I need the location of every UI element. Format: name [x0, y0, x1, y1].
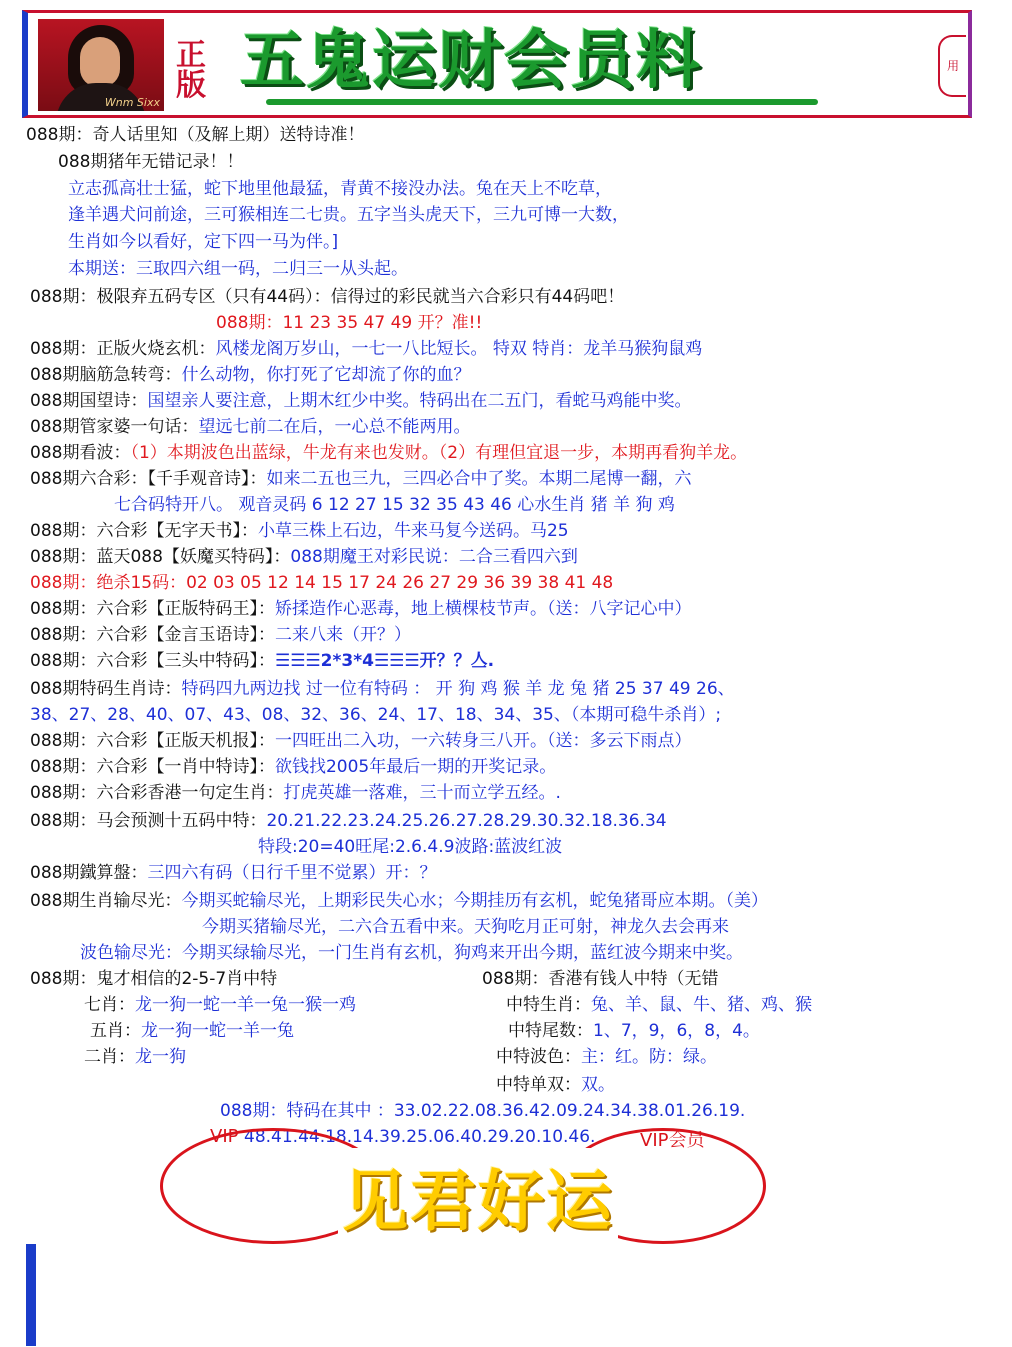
line-label: 088期生肖输尽光：: [30, 891, 182, 911]
line-content: 龙一狗一蛇一羊一兔一猴一鸡: [135, 995, 356, 1015]
photo-signature: Wnm Sixx: [104, 96, 160, 109]
line-label: 088期：鬼才相信的2-5-7肖中特: [30, 969, 278, 989]
zhengban-mark: 正版: [176, 38, 206, 103]
line-content: 国望亲人要注意，上期木红少中奖。特码出在二五门，看蛇马鸡能中奖。: [147, 391, 692, 411]
content-line-l20: [30, 624, 411, 646]
line-label: 088期：极限弃五码专区（只有44码）：信得过的彩民就当六合彩只有44码吧！: [30, 287, 625, 307]
content-line-l25: [30, 756, 556, 778]
line-label: 088期：六合彩【三头中特码】：: [30, 651, 275, 671]
line-content: 矫揉造作心恶毒，地上横棵枝节声。（送：八字记心中）: [274, 599, 692, 619]
content-line-l19: [30, 598, 691, 620]
content-line-l21: [30, 650, 494, 672]
line-content: 双。: [581, 1075, 615, 1095]
line-label: 生肖如今以看好，定下四一马为伴。]: [68, 232, 339, 252]
line-content: 主：红。防：绿。: [581, 1047, 717, 1067]
content-line-l14: [30, 468, 691, 490]
left-blue-bar: [26, 1244, 36, 1346]
line-label: 五肖：: [90, 1021, 141, 1041]
line-content: 兔、羊、鼠、牛、猪、鸡、猴: [591, 995, 812, 1015]
content-line-l6: [68, 258, 408, 280]
line-content: 特码四九两边找 过一位有特码 ： 开 狗 鸡 猴 羊 龙 兔 猪 25 37 49 26、: [181, 679, 735, 699]
content-line-l9: [30, 338, 702, 360]
line-content: 一四旺出二入功，一六转身三八开。（送：多云下雨点）: [274, 731, 692, 751]
content-line-l28: [258, 836, 562, 858]
line-label: 波色输尽光：今期买绿输尽光，一门生肖有玄机，狗鸡来开出今期，蓝红波今期来中奖。: [80, 943, 743, 963]
line-label: 088期：六合彩【金言玉语诗】：: [30, 625, 275, 645]
line-label: 088期六合彩：【千手观音诗】：: [30, 469, 267, 489]
content-line-l36: [506, 994, 812, 1016]
line-label: 088期国望诗：: [30, 391, 148, 411]
line-label: 七合码特开八。 观音灵码 6 12 27 15 32 35 43 46 心水生肖 猪 羊 狗 鸡: [114, 495, 675, 515]
line-label: 088期脑筋急转弯：: [30, 365, 182, 385]
content-line-l8: [216, 312, 482, 334]
content-line-l18: [30, 572, 613, 594]
content-line-l35: [84, 994, 356, 1016]
line-label: 088期：正版火烧玄机：: [30, 339, 216, 359]
line-content: 风楼龙阁万岁山，一七一八比短长。 特双 特肖：龙羊马猴狗鼠鸡: [215, 339, 703, 359]
line-label: 38、27、28、40、07、43、08、32、36、24、17、18、34、35、（本期可稳牛杀肖）;: [30, 705, 722, 725]
line-content: 什么动物，你打死了它却流了你的血？: [181, 365, 471, 385]
content-line-l42: [220, 1100, 745, 1122]
line-label: 088期：六合彩【正版特码王】：: [30, 599, 275, 619]
content-line-l1: [26, 124, 364, 146]
content-line-l23: [30, 704, 721, 726]
line-content: 龙一狗一蛇一羊一兔: [141, 1021, 294, 1041]
line-label: 088期看波：: [30, 443, 131, 463]
content-line-l41: [496, 1074, 615, 1096]
content-line-l31: [202, 916, 729, 938]
content-line-l11: [30, 390, 691, 412]
line-label: 088期：奇人话里知（及解上期）送特诗准！: [26, 125, 365, 145]
line-content: 二来八来（开？）: [274, 625, 411, 645]
content-line-l4: [68, 204, 629, 226]
line-label: 中特单双：: [496, 1075, 581, 1095]
line-content: 小草三株上石边，牛来马复今送码。马25: [257, 521, 569, 541]
line-label: 今期买猪输尽光，二六合五看中来。天狗吃月正可射，神龙久去会再来: [202, 917, 729, 937]
right-stamp: 用: [938, 35, 966, 97]
content-line-l39: [84, 1046, 186, 1068]
content-line-l3: [68, 178, 612, 200]
line-content: 20.21.22.23.24.25.26.27.28.29.30.32.18.36.34: [266, 811, 667, 831]
line-label: 中特生肖：: [506, 995, 591, 1015]
seal-right-text: VIP会员: [640, 1130, 705, 1151]
content-line-l27: [30, 810, 667, 832]
content-line-l13: [30, 442, 747, 464]
content-line-l24: [30, 730, 691, 752]
line-content: 望远七前二在后，一心总不能两用。: [198, 417, 471, 437]
line-label: 088期：马会预测十五码中特：: [30, 811, 267, 831]
line-label: 088期：六合彩香港一句定生肖：: [30, 783, 284, 803]
seal-left-text: VIP: [210, 1126, 239, 1147]
content-line-l33: [30, 968, 277, 990]
portrait-face: [80, 37, 120, 87]
content-line-l37: [90, 1020, 294, 1042]
content-line-l32: [80, 942, 743, 964]
content-line-l34: [482, 968, 718, 990]
title-underline: [266, 99, 818, 105]
line-label: 088期猪年无错记录！！: [58, 152, 244, 172]
line-label: 中特尾数：: [508, 1021, 593, 1041]
header-banner: [22, 10, 972, 118]
line-label: 088期：六合彩【一肖中特诗】：: [30, 757, 275, 777]
content-line-l38: [508, 1020, 760, 1042]
content-line-l2: [58, 151, 243, 173]
line-label: 特段:20=40旺尾:2.6.4.9波路:蓝波红波: [258, 837, 563, 857]
line-label: 48.41.44.18.14.39.25.06.40.29.20.10.46.: [244, 1127, 596, 1147]
line-label: 088期：六合彩【正版天机报】：: [30, 731, 275, 751]
line-content: 打虎英雄一落难，三十而立学五经。.: [283, 783, 561, 803]
content-line-l29: [30, 862, 436, 884]
line-label: 逢羊遇犬问前途，三可猴相连二七贵。五字当头虎天下，三九可博一大数，: [68, 205, 629, 225]
content-line-l10: [30, 364, 470, 386]
content-line-l7: [30, 286, 624, 308]
line-content: 欲钱找2005年最后一期的开奖记录。: [274, 757, 557, 777]
content-line-l15: [114, 494, 675, 516]
content-line-l5: [68, 231, 338, 253]
page-title: 五鬼运财会员料: [240, 24, 702, 98]
content-line-l26: [30, 782, 561, 804]
line-label: 本期送：三取四六组一码，二归三一从头起。: [68, 259, 408, 279]
line-content: 三四六有码（日行千里不觉累）开：？: [147, 863, 437, 883]
line-label: 七肖：: [84, 995, 135, 1015]
line-label: 088期：绝杀15码：02 03 05 12 14 15 17 24 26 27 29 36 39 38 41 48: [30, 573, 614, 593]
line-content: （1）本期波色出蓝绿，牛龙有来也发财。（2）有理但宜退一步，本期再看狗羊龙。: [130, 443, 748, 463]
line-label: 立志孤高壮士猛，蛇下地里他最猛，青黄不接没办法。兔在天上不吃草，: [68, 179, 612, 199]
good-luck-slogan: 见君好运: [338, 1148, 618, 1243]
line-label: 088期：六合彩【无字天书】：: [30, 521, 258, 541]
line-label: 中特波色：: [496, 1047, 581, 1067]
line-label: 088期：特码在其中 ：33.02.22.08.36.42.09.24.34.38.01.26.19.: [220, 1101, 746, 1121]
line-label: 088期：香港有钱人中特（无错: [482, 969, 719, 989]
content-line-l16: [30, 520, 569, 542]
line-label: 088期管家婆一句话：: [30, 417, 199, 437]
line-content: 088期魔王对彩民说：二合三看四六到: [290, 547, 578, 567]
line-content: 如来二五也三九，三四必合中了奖。本期二尾博一翻，六: [266, 469, 692, 489]
line-content: 1、7，9，6，8，4。: [593, 1021, 760, 1041]
content-line-l17: [30, 546, 578, 568]
content-line-l40: [496, 1046, 717, 1068]
content-line-l30: [30, 890, 768, 912]
line-label: 088期：11 23 35 47 49 开？准!!: [216, 313, 483, 333]
line-label: 二肖：: [84, 1047, 135, 1067]
line-content: ☰☰☰2*3*4☰☰☰开？？亼.: [274, 651, 495, 671]
line-label: 088期：蓝天088【妖魔买特码】：: [30, 547, 291, 567]
line-content: 龙一狗: [135, 1047, 186, 1067]
line-content: 今期买蛇输尽光，上期彩民失心水；今期挂历有玄机，蛇兔猪哥应本期。（美）: [181, 891, 768, 911]
content-line-l12: [30, 416, 470, 438]
portrait-photo: [38, 19, 164, 111]
line-label: 088期特码生肖诗：: [30, 679, 182, 699]
content-line-l22: [30, 678, 735, 700]
line-label: 088期鐵算盤：: [30, 863, 148, 883]
